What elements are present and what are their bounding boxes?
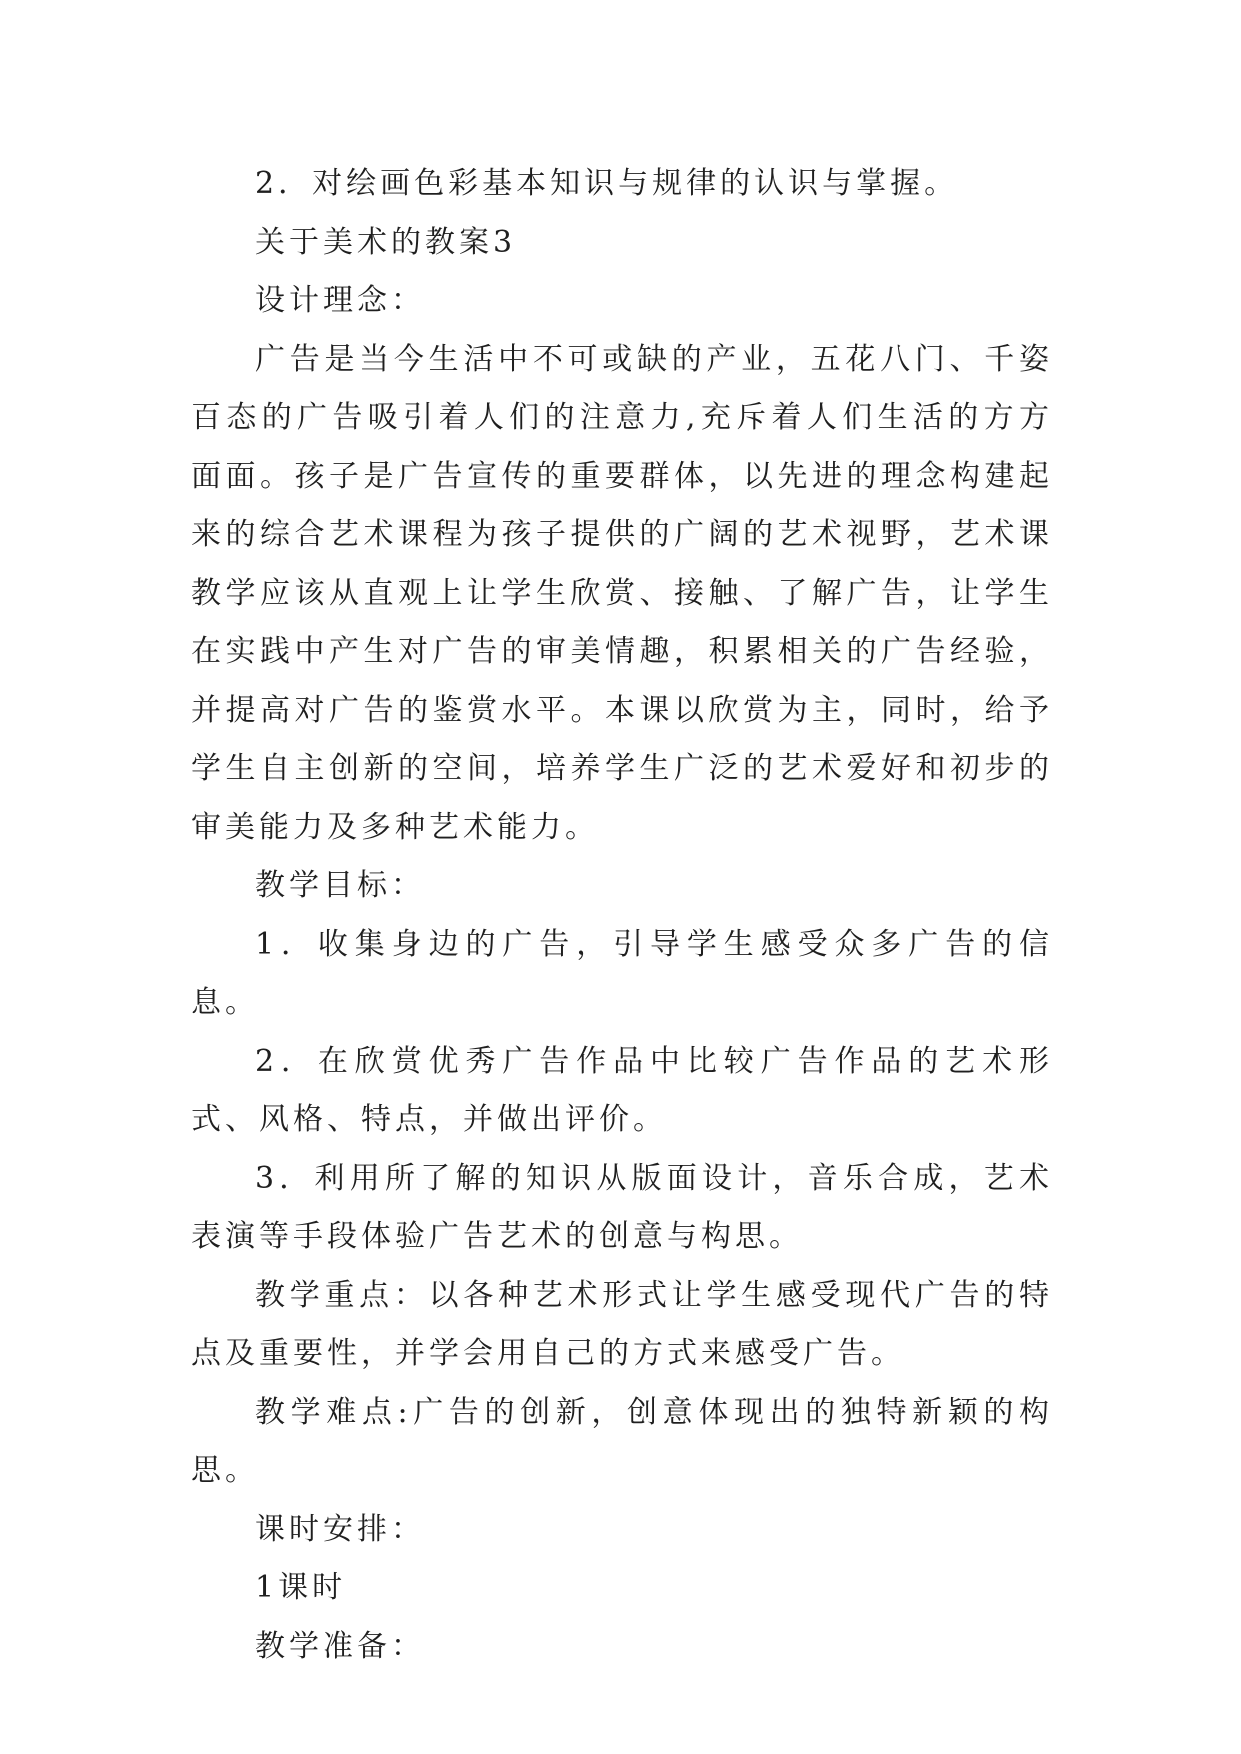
teaching-goal-1: 1．收集身边的广告，引导学生感受众多广告的信息。 [191, 926, 1053, 1020]
teaching-goal-2: 2．在欣赏优秀广告作品中比较广告作品的艺术形式、风格、特点，并做出评价。 [191, 1043, 1053, 1137]
teaching-key-point: 教学重点：以各种艺术形式让学生感受现代广告的特点及重要性，并学会用自己的方式来感受广告。 [191, 1277, 1053, 1371]
class-hours: 1课时 [255, 1570, 347, 1605]
teaching-difficulty: 教学难点:广告的创新，创意体现出的独特新颖的构思。 [191, 1394, 1053, 1488]
document-body [191, 155, 1053, 1676]
teaching-preparation-heading: 教学准备： [255, 1628, 425, 1664]
paragraph-item-2-color-knowledge: 2．对绘画色彩基本知识与规律的认识与掌握。 [255, 166, 959, 201]
section-heading-lesson-plan-3: 关于美术的教案3 [255, 224, 517, 260]
design-concept-heading: 设计理念： [255, 283, 425, 318]
teaching-goal-3: 3．利用所了解的知识从版面设计，音乐合成，艺术表演等手段体验广告艺术的创意与构思。 [191, 1160, 1053, 1254]
class-schedule-heading: 课时安排： [255, 1511, 425, 1547]
teaching-goals-heading: 教学目标： [255, 868, 425, 903]
design-concept-paragraph: 广告是当今生活中不可或缺的产业，五花八门、千姿百态的广告吸引着人们的注意力,充斥着人们生活的方方面面。孩子是广告宣传的重要群体，以先进的理念构建起来的综合艺术课程为孩子提供的广阔的艺术视野，艺术课教学应该从直观上让学生欣赏、接触、了解广告，让学生在实践中产生对广告的审美情趣，积累相关的广告经验，并提高对广告的鉴赏水平。本课以欣赏为主，同时，给予学生自主创新的空间，培养学生广泛的艺术爱好和初步的审美能力及多种艺术能力。 [191, 341, 1053, 845]
